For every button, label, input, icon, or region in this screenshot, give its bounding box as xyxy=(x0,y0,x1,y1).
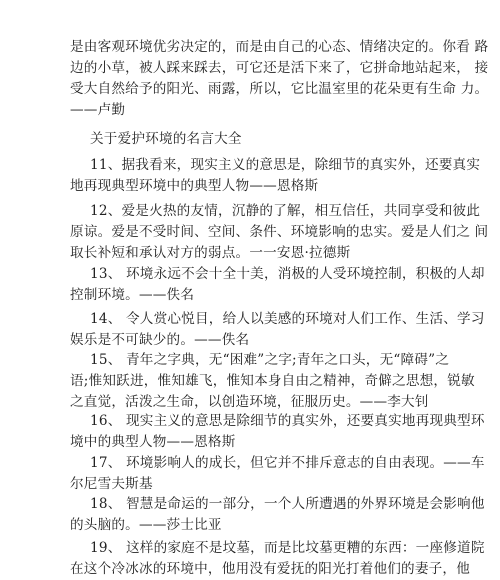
text-line: 境中的典型人物——恩格斯 xyxy=(70,434,236,450)
quote-item xyxy=(70,350,475,413)
text-line: 语;惟知跃进，惟知雄飞，惟知本身自由之精神，奇僻之思想，锐敏 xyxy=(70,373,475,389)
quote-item xyxy=(70,538,485,580)
quote-item xyxy=(70,264,485,306)
text-line: 地再现典型环境中的典型人物——恩格斯 xyxy=(70,178,319,194)
quote-item xyxy=(70,201,489,264)
text-line: 13、 环境永远不会十全十美，消极的人受环境控制，积极的人却 xyxy=(90,266,485,282)
text-line: 17、 环境影响人的成长，但它并不排斥意志的自由表现。——车 xyxy=(90,455,485,471)
text-line: 15、 青年之字典，无“困难”之字;青年之口头，无“障碍”之 xyxy=(90,352,450,368)
text-line: 11、据我看来，现实主义的意思是，除细节的真实外，还要真实 xyxy=(90,157,481,173)
text-line: 尔尼雪夫斯基 xyxy=(70,476,153,492)
text-line: 在这个冷冰冰的环境中，他用没有爱抚的阳光打着他们的妻子，他 xyxy=(70,561,471,577)
text-line: 19、 这样的家庭不是坟墓，而是比坟墓更糟的东西：一座修道院 xyxy=(90,540,485,556)
text-line: 之直觉，活泼之生命，以创造环境，征服历史。——李大钊 xyxy=(70,394,429,410)
text-line: 控制环境。——佚名 xyxy=(70,287,195,303)
text-line: 14、 令人赏心悦目，给人以美感的环境对人们工作、生活、学习 xyxy=(90,311,485,327)
text-line: 的头脑的。——莎士比亚 xyxy=(70,517,222,533)
quote-item xyxy=(70,411,485,453)
quote-item xyxy=(70,453,485,495)
text-line: 16、 现实主义的意思是除细节的真实外，还要真实地再现典型环 xyxy=(90,413,485,429)
text-line: 原谅。爱是不受时间、空间、条件、环境影响的忠实。爱是人们之 间 xyxy=(70,224,489,240)
text-line: ——卢勤 xyxy=(70,102,126,118)
text-line: 是由客观环境优劣决定的，而是由自己的心态、情绪决定的。你看 路 xyxy=(70,39,489,55)
intro-paragraph xyxy=(70,37,489,121)
text-line: 取长补短和承认对方的弱点。一一安恩·拉德斯 xyxy=(70,245,351,261)
heading-text: 关于爱护环境的名言大全 xyxy=(90,131,242,147)
text-line: 边的小草，被人踩来踩去，可它还是活下来了，它拼命地站起来， 接 xyxy=(70,60,489,76)
text-line: 18、 智慧是命运的一部分，一个人所遭遇的外界环境是会影响他 xyxy=(90,496,485,512)
section-heading xyxy=(70,129,456,150)
quote-item xyxy=(70,155,481,197)
quote-item xyxy=(70,309,485,351)
quote-item xyxy=(70,494,485,536)
text-line: 12、爱是火热的友情，沉静的了解，相互信任，共同享受和彼此 xyxy=(90,203,481,219)
text-line: 娱乐是不可缺少的。——佚名 xyxy=(70,332,250,348)
text-line: 受大自然给予的阳光、雨露，所以，它比温室里的花朵更有生命 力。 xyxy=(70,81,489,97)
